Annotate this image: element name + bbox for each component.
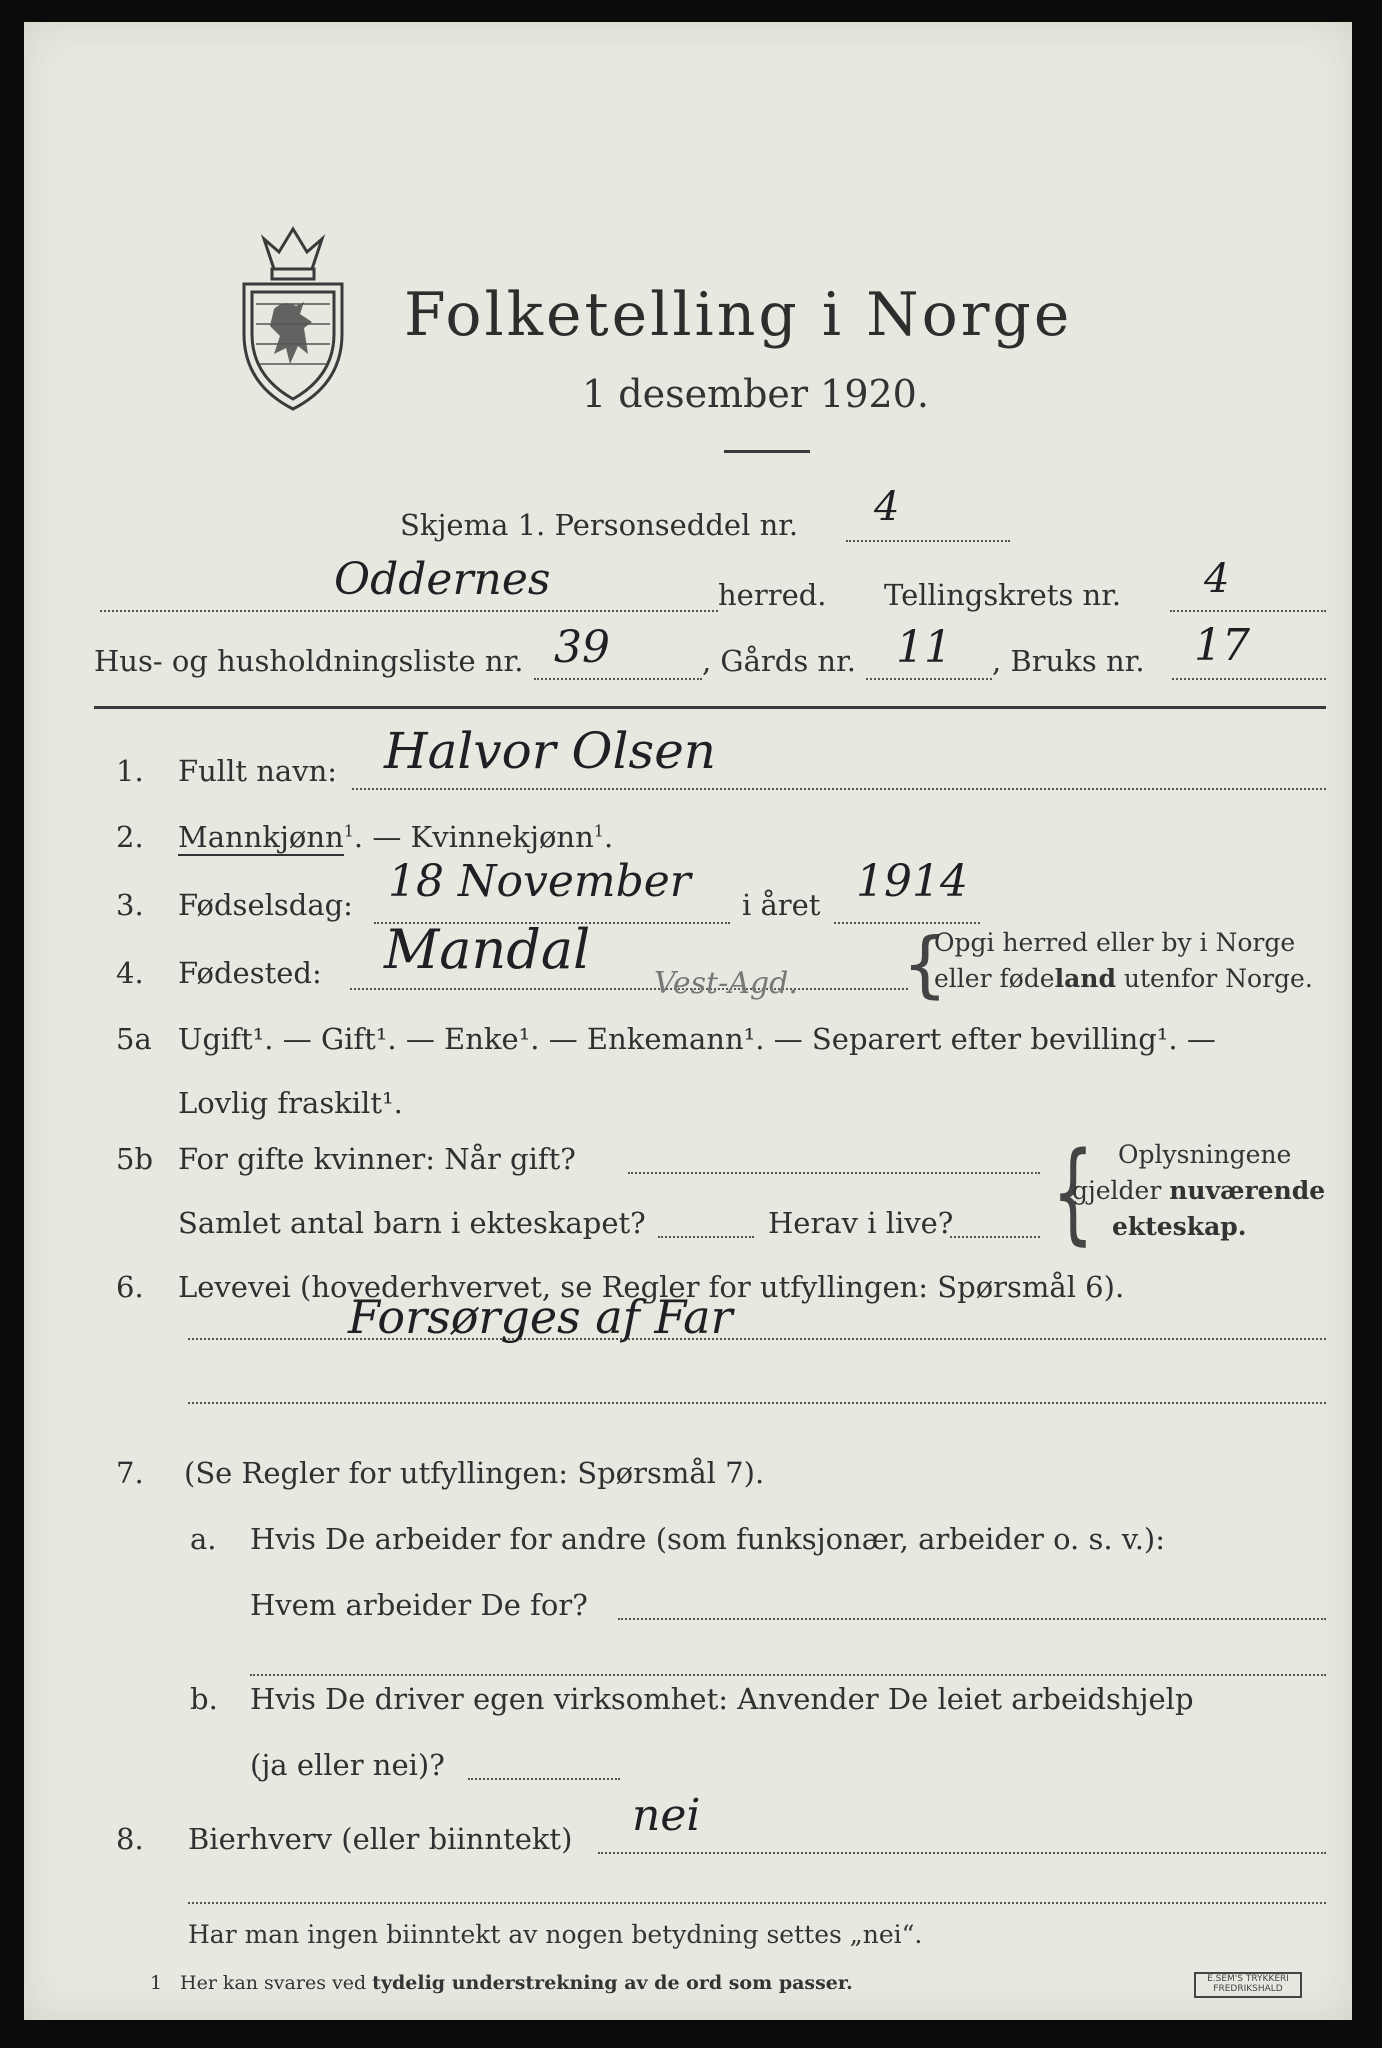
gender-male-footnote-mark: 1 — [343, 821, 354, 841]
gards-label: , Gårds nr. — [702, 644, 856, 678]
occupation-label: Levevei (hovederhvervet, se Regler for utfyllingen: Spørsmål 6). — [178, 1270, 1125, 1304]
birthplace-note-line1: Opgi herred eller by i Norge — [934, 928, 1296, 957]
marital-status-divorced-option[interactable]: Lovlig fraskilt¹. — [178, 1086, 403, 1120]
birth-year-value[interactable]: 1914 — [856, 856, 968, 907]
birthplace-note-line2 — [934, 964, 1313, 993]
birthplace-county-annotation: Vest-Agd. — [654, 966, 798, 1001]
q2-number: 2. — [116, 820, 144, 854]
herred-label: herred. — [718, 578, 827, 612]
hired-help-label: (ja eller nei)? — [250, 1748, 445, 1782]
marital-status-options[interactable]: Ugift¹. — Gift¹. — Enke¹. — Enkemann¹. — Separert efter bevilling¹. — — [178, 1022, 1216, 1056]
coat-of-arms-icon — [234, 214, 352, 414]
children-alive-label: Herav i live? — [768, 1206, 954, 1240]
q7a-question: Hvis De arbeider for andre (som funksjonær, arbeider o. s. v.): — [250, 1522, 1166, 1556]
gards-value[interactable]: 11 — [896, 622, 952, 673]
birthplace-note-bold: land — [1054, 964, 1116, 993]
q7-instructions: (Se Regler for utfyllingen: Spørsmål 7). — [184, 1456, 765, 1490]
census-form — [24, 22, 1352, 2020]
q4-number: 4. — [116, 956, 144, 990]
footnote-bold: tydelig understrekning av de ord som passer. — [372, 1972, 853, 1994]
birthplace-note-brace: { — [902, 922, 948, 1006]
bruks-line — [1172, 678, 1326, 680]
q7a-letter: a. — [190, 1522, 217, 1556]
personseddel-line — [846, 540, 1010, 542]
gender-male-option[interactable]: Mannkjønn — [178, 820, 344, 854]
birthplace-note-text-b: utenfor Norge. — [1115, 964, 1313, 993]
children-count-line — [658, 1236, 754, 1238]
employer-line-1 — [618, 1618, 1326, 1620]
marriage-note-line1: Oplysningene — [1118, 1140, 1292, 1169]
side-income-line-2 — [188, 1902, 1326, 1904]
gender-end-mark: . — [603, 820, 614, 854]
printer-stamp-line1: E.SEM'S TRYKKERI — [1207, 1974, 1289, 1984]
header-divider — [94, 706, 1326, 709]
full-name-line — [352, 788, 1326, 790]
birthplace-note-text-a: eller føde — [934, 964, 1055, 993]
marriage-note-bold: nuværende — [1169, 1176, 1326, 1205]
bruks-value[interactable]: 17 — [1194, 620, 1250, 671]
birthplace-line — [350, 988, 908, 990]
personseddel-value[interactable]: 4 — [874, 484, 900, 530]
printer-stamp — [1194, 1972, 1302, 1998]
q7-number: 7. — [116, 1456, 144, 1490]
title-divider — [724, 450, 810, 453]
marriage-note-line3: ekteskap. — [1112, 1212, 1247, 1241]
employer-line-2 — [250, 1674, 1326, 1676]
tellingskrets-line — [1170, 610, 1326, 612]
census-date: 1 desember 1920. — [582, 372, 929, 416]
children-alive-line — [950, 1236, 1040, 1238]
q3-number: 3. — [116, 888, 144, 922]
q7b-letter: b. — [190, 1682, 218, 1716]
tellingskrets-label: Tellingskrets nr. — [884, 578, 1122, 612]
footnote-text: Her kan svares ved — [180, 1972, 373, 1994]
married-when-label: For gifte kvinner: Når gift? — [178, 1142, 576, 1176]
side-income-line-1 — [598, 1852, 1326, 1854]
herred-value[interactable]: Oddernes — [334, 554, 551, 605]
gender-options — [178, 820, 613, 854]
occupation-line-2 — [188, 1402, 1326, 1404]
q5b-number: 5b — [116, 1142, 154, 1176]
marriage-note-brace: { — [1052, 1128, 1094, 1256]
birth-year-label: i året — [742, 888, 821, 922]
schema-label: Skjema 1. Personseddel nr. — [400, 508, 799, 542]
herred-line — [100, 610, 718, 612]
children-count-label: Samlet antal barn i ekteskapet? — [178, 1206, 646, 1240]
household-list-label: Hus- og husholdningsliste nr. — [94, 644, 524, 678]
marriage-note-line2 — [1072, 1176, 1325, 1205]
no-income-note: Har man ingen biinntekt av nogen betydning settes „nei“. — [188, 1920, 923, 1949]
gender-female-option[interactable]: . — Kvinnekjønn — [353, 820, 594, 854]
household-list-line — [534, 678, 702, 680]
form-title: Folketelling i Norge — [404, 280, 1073, 350]
footnote — [180, 1972, 853, 1994]
birthplace-label: Fødested: — [178, 956, 322, 990]
tellingskrets-value[interactable]: 4 — [1204, 556, 1230, 602]
gards-line — [866, 678, 992, 680]
printer-stamp-line2: FREDRIKSHALD — [1213, 1984, 1283, 1994]
birthdate-value[interactable]: 18 November — [388, 856, 691, 907]
hired-help-line — [468, 1778, 620, 1780]
q1-number: 1. — [116, 754, 144, 788]
birthdate-label: Fødselsdag: — [178, 888, 353, 922]
side-income-label: Bierhverv (eller biinntekt) — [188, 1822, 573, 1856]
birthplace-value[interactable]: Mandal — [384, 918, 591, 981]
q6-number: 6. — [116, 1270, 144, 1304]
q7b-question: Hvis De driver egen virksomhet: Anvender De leiet arbeidshjelp — [250, 1682, 1194, 1716]
marriage-note-text: gjelder — [1072, 1176, 1170, 1205]
q5a-number: 5a — [116, 1022, 152, 1056]
full-name-value[interactable]: Halvor Olsen — [384, 722, 716, 780]
full-name-label: Fullt navn: — [178, 754, 338, 788]
gender-female-footnote-mark: 1 — [593, 821, 604, 841]
footnote-mark: 1 — [150, 1972, 163, 1994]
employer-label: Hvem arbeider De for? — [250, 1588, 588, 1622]
q8-number: 8. — [116, 1822, 144, 1856]
occupation-value[interactable]: Forsørges af Far — [348, 1290, 733, 1344]
household-list-value[interactable]: 39 — [554, 622, 610, 673]
married-when-line — [628, 1172, 1040, 1174]
side-income-value[interactable]: nei — [632, 1790, 701, 1841]
bruks-label: , Bruks nr. — [992, 644, 1145, 678]
